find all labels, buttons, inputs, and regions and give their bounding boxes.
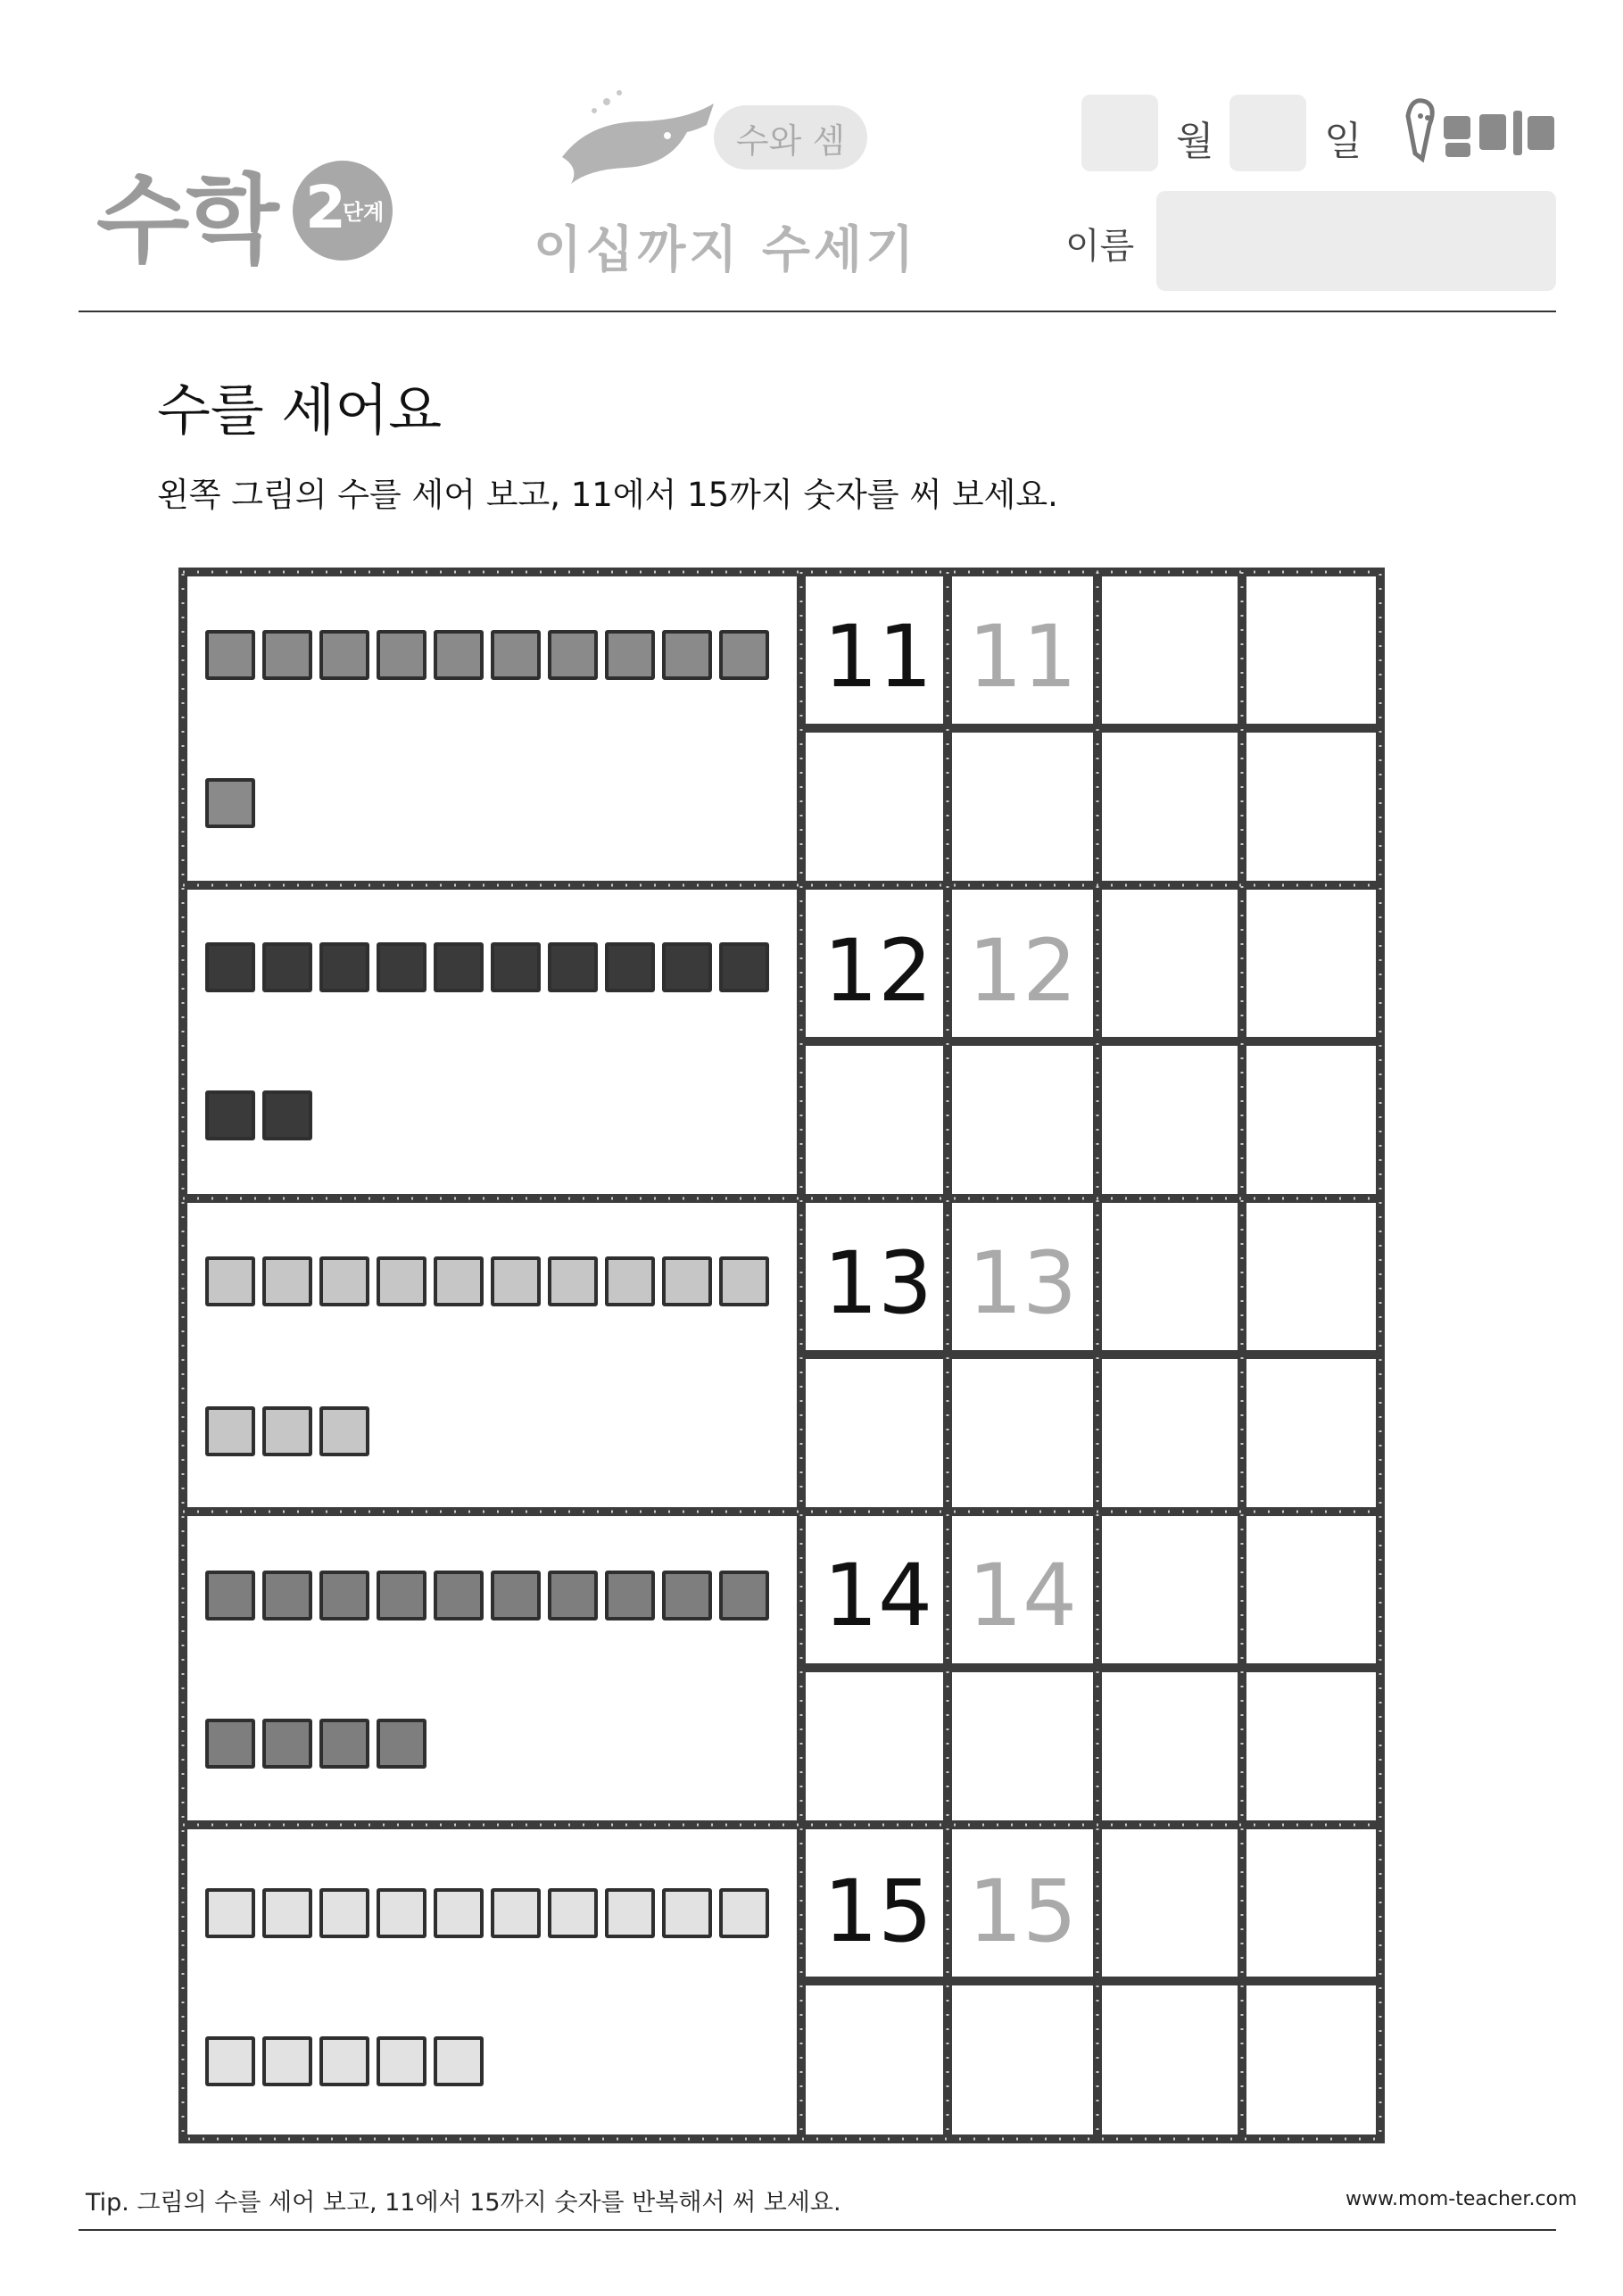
row-11-number: 11	[823, 607, 933, 707]
counting-cube	[548, 1571, 598, 1620]
row-15-number: 15	[823, 1861, 933, 1961]
counting-cube	[605, 1888, 655, 1938]
counting-cube	[319, 630, 369, 680]
counting-cube	[434, 2036, 484, 2086]
counting-cube	[377, 1888, 426, 1938]
counting-cube	[548, 1888, 598, 1938]
counting-cube	[205, 1256, 255, 1306]
instruction-text: 왼쪽 그림의 수를 세어 보고, 11에서 15까지 숫자를 써 보세요.	[157, 476, 1058, 514]
footer-divider	[79, 2229, 1556, 2231]
counting-cube	[605, 1256, 655, 1306]
counting-cube	[662, 630, 712, 680]
counting-cube	[662, 1256, 712, 1306]
counting-cube	[205, 630, 255, 680]
day-label: 일	[1324, 119, 1362, 164]
counting-cube	[719, 942, 769, 992]
counting-cube	[205, 1090, 255, 1140]
tip-text: Tip. 그림의 수를 세어 보고, 11에서 15까지 숫자를 반복해서 써 보세요.	[86, 2189, 841, 2217]
counting-cube	[491, 1256, 541, 1306]
counting-cube	[548, 630, 598, 680]
counting-cube	[719, 1571, 769, 1620]
counting-cube	[377, 630, 426, 680]
counting-cube	[548, 942, 598, 992]
counting-cube	[319, 1406, 369, 1456]
counting-cube	[719, 1888, 769, 1938]
counting-cube	[377, 1571, 426, 1620]
counting-cube	[548, 1256, 598, 1306]
counting-cube	[262, 1256, 312, 1306]
counting-cube	[262, 630, 312, 680]
counting-cube	[262, 1406, 312, 1456]
counting-cube	[434, 630, 484, 680]
counting-cube	[205, 2036, 255, 2086]
counting-cube	[319, 1571, 369, 1620]
counting-cube	[434, 942, 484, 992]
counting-cube	[491, 630, 541, 680]
counting-cube	[205, 778, 255, 828]
stage-label: 단계	[343, 200, 385, 225]
name-label: 이름	[1065, 226, 1135, 267]
counting-cube	[719, 1256, 769, 1306]
header-divider	[79, 311, 1556, 312]
row-12-trace: 12	[967, 921, 1078, 1021]
name-field[interactable]	[1156, 191, 1556, 291]
brand-logo	[1392, 89, 1561, 178]
website-url: www.mom-teacher.com	[1346, 2188, 1577, 2210]
counting-cube	[719, 630, 769, 680]
row-15-trace: 15	[967, 1861, 1078, 1961]
category-pill: 수와 셈	[714, 105, 867, 170]
counting-cube	[491, 1571, 541, 1620]
counting-cube	[205, 1888, 255, 1938]
month-label: 월	[1176, 119, 1214, 164]
stage-badge	[293, 161, 393, 261]
row-12-number: 12	[823, 921, 933, 1021]
counting-cube	[205, 1719, 255, 1769]
counting-cube	[319, 1888, 369, 1938]
row-14-number: 14	[823, 1546, 933, 1645]
counting-cube	[205, 1406, 255, 1456]
counting-cube	[605, 1571, 655, 1620]
counting-cube	[319, 942, 369, 992]
row-13-number: 13	[823, 1233, 933, 1333]
counting-cube	[605, 942, 655, 992]
logo-title: 수학	[96, 165, 276, 277]
counting-cube	[262, 1888, 312, 1938]
counting-cube	[434, 1256, 484, 1306]
day-field[interactable]	[1230, 95, 1306, 171]
counting-cube	[662, 1888, 712, 1938]
counting-cube	[491, 942, 541, 992]
section-title: 수를 세어요	[157, 377, 443, 443]
counting-cube	[434, 1888, 484, 1938]
month-field[interactable]	[1081, 95, 1158, 171]
worksheet-subtitle: 이십까지 수세기	[534, 221, 918, 279]
counting-cube	[319, 1256, 369, 1306]
counting-cube	[262, 1571, 312, 1620]
counting-cube	[662, 942, 712, 992]
counting-cube	[605, 630, 655, 680]
counting-cube	[377, 2036, 426, 2086]
counting-cube	[262, 2036, 312, 2086]
row-13-trace: 13	[967, 1233, 1078, 1333]
counting-cube	[319, 2036, 369, 2086]
counting-cube	[491, 1888, 541, 1938]
counting-cube	[662, 1571, 712, 1620]
row-11-trace: 11	[967, 607, 1078, 707]
counting-cube	[262, 1090, 312, 1140]
whale-icon	[553, 86, 732, 193]
counting-cube	[377, 1719, 426, 1769]
counting-cube	[262, 1719, 312, 1769]
counting-cube	[205, 1571, 255, 1620]
counting-cube	[319, 1719, 369, 1769]
counting-cube	[205, 942, 255, 992]
stage-number: 2	[305, 173, 346, 242]
counting-cube	[434, 1571, 484, 1620]
counting-cube	[377, 942, 426, 992]
counting-cube	[262, 942, 312, 992]
counting-cube	[377, 1256, 426, 1306]
row-14-trace: 14	[967, 1546, 1078, 1645]
